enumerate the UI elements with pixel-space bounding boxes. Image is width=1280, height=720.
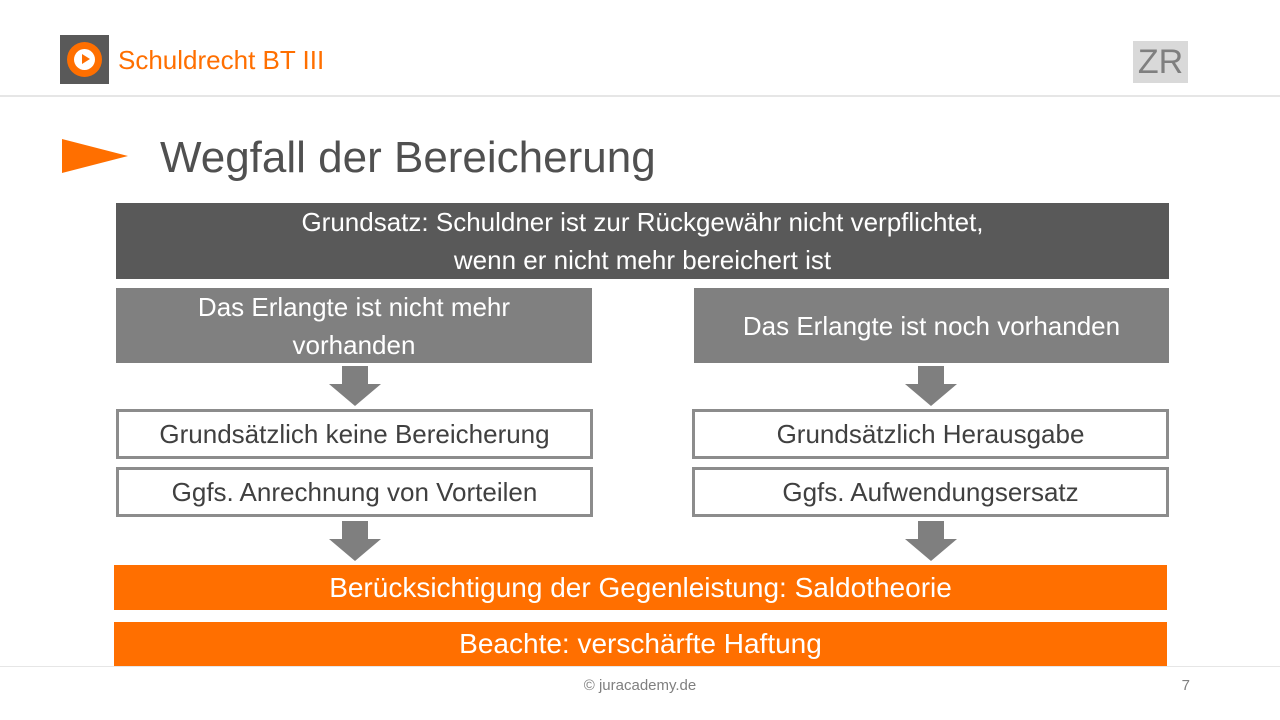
conclusion: Berücksichtigung der Gegenleistung: Saldotheorie <box>329 571 952 603</box>
play-logo-icon <box>60 35 109 84</box>
right-result: Grundsätzlich Herausgabe <box>776 418 1085 449</box>
left-result-box <box>116 409 593 459</box>
down-arrow-icon <box>329 521 381 561</box>
down-arrow-icon <box>905 366 957 406</box>
down-arrow-icon <box>905 521 957 561</box>
note-box <box>114 622 1167 666</box>
principle-line-1: Grundsatz: Schuldner ist zur Rückgewähr nicht verpflichtet, <box>301 207 984 237</box>
right-exception-box <box>692 467 1169 517</box>
subject-badge: ZR <box>1133 41 1188 83</box>
title-arrow-icon <box>62 139 128 173</box>
down-arrow-icon <box>329 366 381 406</box>
left-exception: Ggfs. Anrechnung von Vorteilen <box>171 476 538 507</box>
header-divider <box>0 95 1280 97</box>
right-heading: Das Erlangte ist noch vorhanden <box>742 310 1121 341</box>
right-heading-box <box>694 288 1169 363</box>
left-heading-line-1: Das Erlangte ist nicht mehr <box>197 291 511 322</box>
left-result: Grundsätzlich keine Bereicherung <box>159 418 550 449</box>
right-exception: Ggfs. Aufwendungsersatz <box>782 476 1079 507</box>
left-exception-box <box>116 467 593 517</box>
footer-divider <box>0 666 1280 667</box>
page-number: 7 <box>1181 677 1190 694</box>
principle-box <box>116 203 1169 279</box>
note: Beachte: verschärfte Haftung <box>459 628 822 659</box>
slide-title: Wegfall der Bereicherung <box>160 133 656 182</box>
right-result-box <box>692 409 1169 459</box>
conclusion-box <box>114 565 1167 610</box>
principle-line-2: wenn er nicht mehr bereichert ist <box>453 245 832 275</box>
left-heading-box <box>116 288 592 363</box>
course-title: Schuldrecht BT III <box>118 45 325 75</box>
left-heading-line-2: vorhanden <box>292 329 416 360</box>
footer-copyright: © juracademy.de <box>583 677 697 694</box>
